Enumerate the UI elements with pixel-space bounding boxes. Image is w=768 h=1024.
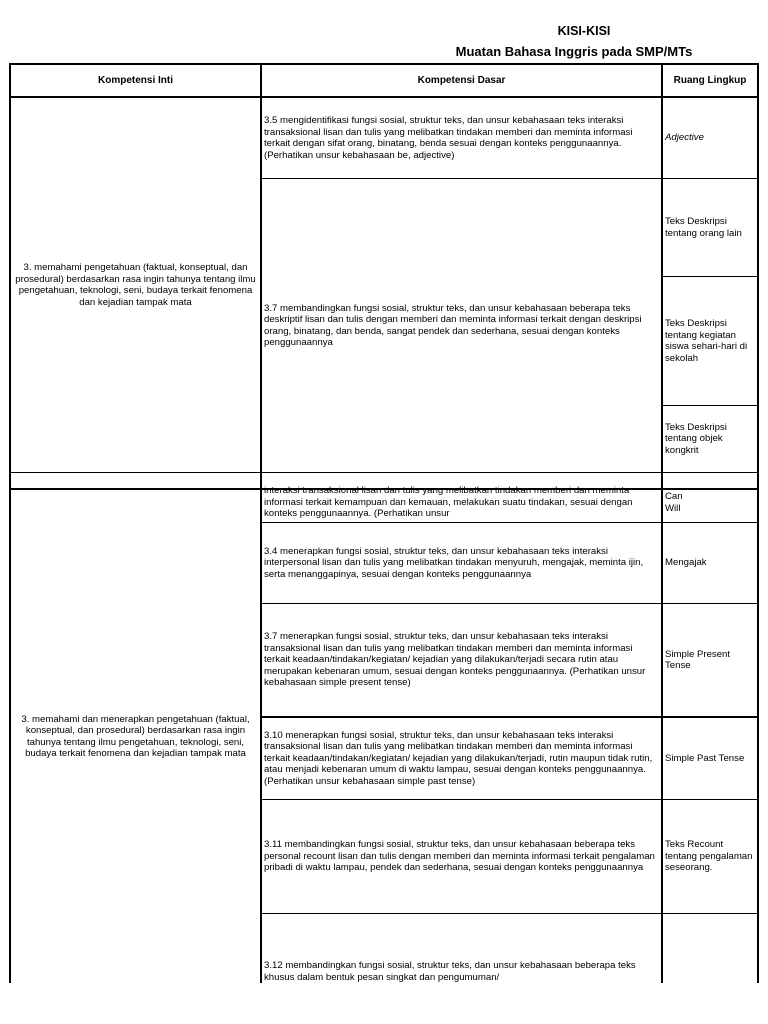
header-kompetensi-dasar: Kompetensi Dasar xyxy=(417,74,506,86)
header-ruang-lingkup: Ruang Lingkup xyxy=(673,74,747,86)
rl-cell-deskripsi-orang: Teks Deskripsi tentang orang lain xyxy=(665,216,742,239)
header-kompetensi-inti: Kompetensi Inti xyxy=(97,74,173,86)
kd-cell-3-7-descriptive: 3.7 membandingkan fungsi sosial, struktur teks, dan unsur kebahasaan beberapa teks deskriptif lisan dan tulis dengan memberi dan meminta informasi terkait dengan deskripsi orang, binatang, dan benda, sangat pendek dan sederhana, sesuai dengan konteks penggunaannya xyxy=(264,302,642,348)
kd-cell-3-5: 3.5 mengidentifikasi fungsi sosial, struktur teks, dan unsur kebahasaan teks interaksi transaksional lisan dan tulis yang melibatkan tindakan memberi dan meminta informasi terkait dengan sifat orang, binatang, benda sesuai dengan konteks penggunaannya. (Perhatikan unsur kebahasaan be, adjective) xyxy=(264,115,633,161)
rl-cell-simple-past: Simple Past Tense xyxy=(665,752,745,764)
rl-cell-can-will: Can Will xyxy=(665,491,683,514)
ki-cell-section1: 3. memahami pengetahuan (faktual, konseptual, dan prosedural) berdasarkan rasa ingin tahunya tentang ilmu pengetahuan, teknologi, seni, budaya terkait fenomena dan kejadian tampak mata xyxy=(15,262,256,308)
kd-cell-3-10: 3.10 menerapkan fungsi sosial, struktur teks, dan unsur kebahasaan teks interaksi transaksional lisan dan tulis yang melibatkan tindakan memberi dan meminta informasi terkait keadaan/tindakan/kegiatan/ kejadian yang dilakukan/terjadi, rutin maupun tidak rutin, atau menjadi kebenaran umum di waktu lampau, sesuai dengan konteks penggunaannya. (Perhatikan unsur kebahasaan simple past tense) xyxy=(264,729,653,787)
document-title: KISI-KISI xyxy=(557,24,611,38)
kd-cell-3-7-present: 3.7 menerapkan fungsi sosial, struktur teks, dan unsur kebahasaan teks interaksi transaksional lisan dan tulis yang melibatkan tindakan memberi dan meminta informasi terkait keadaan/tindakan/kegiatan/ kejadian yang dilakukan/terjadi secara rutin atau merupakan kebenaran umum, sesuai dengan konteks penggunaannya. (Perhatikan unsur kebahasaan simple present tense) xyxy=(264,631,646,689)
rl-cell-adjective: Adjective xyxy=(665,132,704,144)
rl-cell-deskripsi-kegiatan: Teks Deskripsi tentang kegiatan siswa sehari-hari di sekolah xyxy=(665,318,748,364)
rl-cell-simple-present: Simple Present Tense xyxy=(665,648,731,671)
document-subtitle: Muatan Bahasa Inggris pada SMP/MTs xyxy=(455,44,693,59)
kd-cell-3-12: 3.12 membandingkan fungsi sosial, struktur teks, dan unsur kebahasaan beberapa teks khusus dalam bentuk pesan singkat dan pengumuman/ xyxy=(264,960,636,983)
rl-cell-mengajak: Mengajak xyxy=(665,557,707,569)
ki-cell-section2: 3. memahami dan menerapkan pengetahuan (faktual, konseptual, dan prosedural) berdasarkan rasa ingin tahunya tentang ilmu pengetahuan, teknologi, seni, budaya terkait fenomena dan kejadian tampak mata xyxy=(21,713,250,759)
kd-cell-3-4: 3.4 menerapkan fungsi sosial, struktur teks, dan unsur kebahasaan teks interaksi interpersonal lisan dan tulis yang melibatkan tindakan menyuruh, mengajak, meminta ijin, serta menanggapinya, sesuai dengan konteks penggunaannya xyxy=(264,545,644,580)
rl-cell-recount: Teks Recount tentang pengalaman seseorang. xyxy=(665,839,753,874)
rl-cell-deskripsi-objek: Teks Deskripsi tentang objek kongkrit xyxy=(665,421,727,456)
kd-cell-3-11: 3.11 membandingkan fungsi sosial, struktur teks, dan unsur kebahasaan beberapa teks personal recount lisan dan tulis dengan memberi dan meminta informasi terkait pengalaman pribadi di waktu lampau, pendek dan sederhana, sesuai dengan konteks penggunaannya xyxy=(264,839,655,874)
kd-cell-partial: interaksi transaksional lisan dan tulis yang melibatkan tindakan memberi dan meminta informasi terkait kemampuan dan kemauan, melakukan suatu tindakan, sesuai dengan konteks penggunaannya. (Perhatikan unsur xyxy=(264,485,633,519)
